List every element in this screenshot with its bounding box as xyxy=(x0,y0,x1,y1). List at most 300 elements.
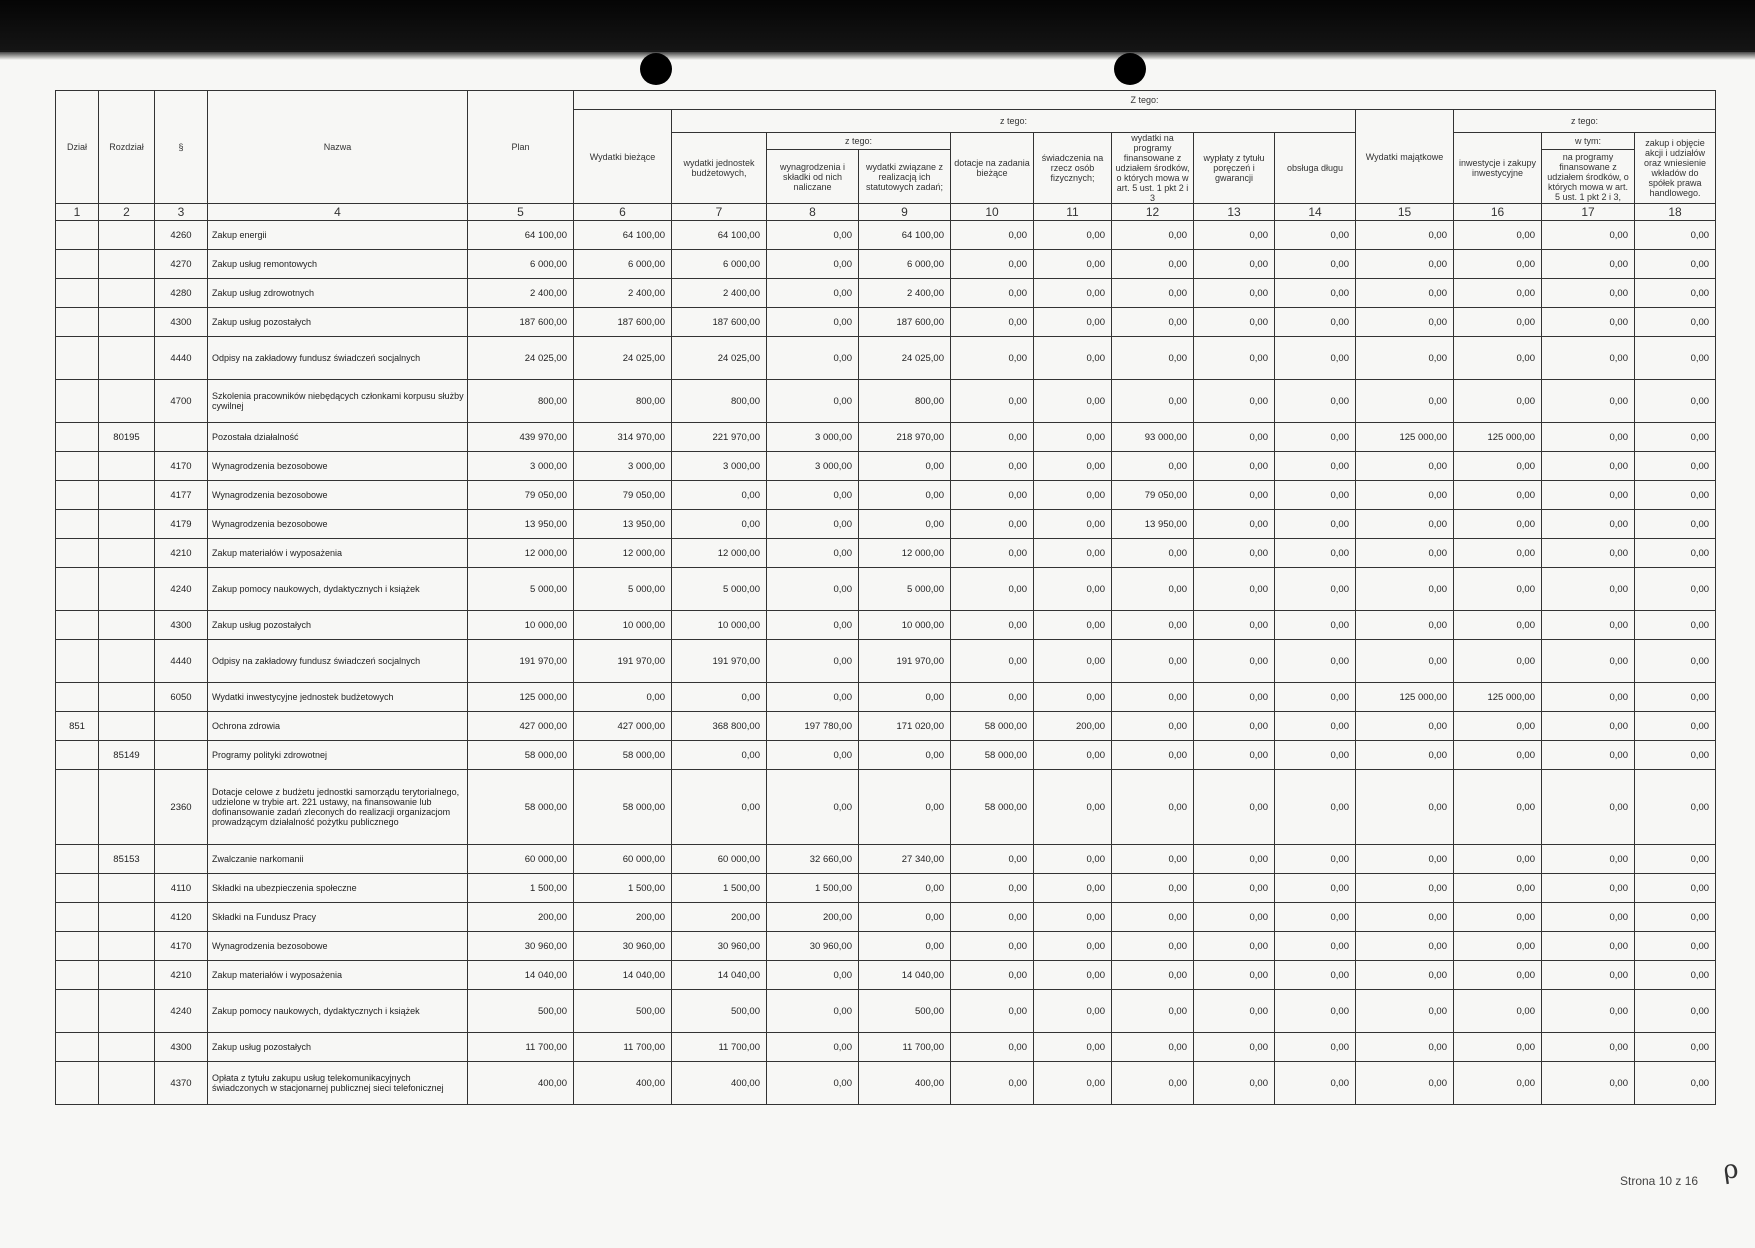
cell-value: 0,00 xyxy=(1275,874,1356,903)
cell-value: 0,00 xyxy=(1454,845,1542,874)
cell-value: 0,00 xyxy=(767,683,859,712)
cell-rozdzial xyxy=(99,337,155,380)
table-row xyxy=(56,611,1716,640)
cell-value: 0,00 xyxy=(1194,510,1275,539)
cell-value: 439 970,00 xyxy=(468,423,574,452)
cell-paragraf: 4270 xyxy=(155,250,208,279)
cell-value: 0,00 xyxy=(1635,1062,1716,1105)
cell-value: 0,00 xyxy=(1275,770,1356,845)
cell-value: 500,00 xyxy=(672,990,767,1033)
cell-nazwa: Pozostała działalność xyxy=(208,423,468,452)
cell-value: 0,00 xyxy=(1635,568,1716,611)
header-wydatki-programy: wydatki na programy finansowane z udziałem środków, o których mowa w art. 5 ust. 1 pkt 2 i 3 xyxy=(1112,133,1194,204)
cell-paragraf: 4210 xyxy=(155,539,208,568)
cell-value: 58 000,00 xyxy=(951,712,1034,741)
cell-value: 0,00 xyxy=(1454,539,1542,568)
scan-dark-top-edge xyxy=(0,0,1755,52)
cell-value: 0,00 xyxy=(767,1033,859,1062)
cell-value: 0,00 xyxy=(1542,640,1635,683)
cell-value: 0,00 xyxy=(1034,683,1112,712)
cell-nazwa: Odpisy na zakładowy fundusz świadczeń socjalnych xyxy=(208,337,468,380)
column-number: 2 xyxy=(99,204,155,221)
cell-value: 0,00 xyxy=(1542,423,1635,452)
cell-value: 0,00 xyxy=(1112,221,1194,250)
cell-value: 0,00 xyxy=(1275,712,1356,741)
cell-value: 5 000,00 xyxy=(468,568,574,611)
cell-value: 0,00 xyxy=(1635,423,1716,452)
cell-rozdzial xyxy=(99,308,155,337)
cell-value: 0,00 xyxy=(1635,510,1716,539)
cell-value: 0,00 xyxy=(859,770,951,845)
cell-value: 0,00 xyxy=(1194,903,1275,932)
column-number: 5 xyxy=(468,204,574,221)
cell-paragraf xyxy=(155,845,208,874)
column-number: 14 xyxy=(1275,204,1356,221)
cell-rozdzial xyxy=(99,1033,155,1062)
cell-paragraf: 2360 xyxy=(155,770,208,845)
cell-value: 0,00 xyxy=(1034,250,1112,279)
cell-value: 24 025,00 xyxy=(468,337,574,380)
cell-value: 0,00 xyxy=(1034,1033,1112,1062)
cell-rozdzial xyxy=(99,279,155,308)
header-w-tym: w tym: xyxy=(1542,133,1635,150)
cell-value: 500,00 xyxy=(574,990,672,1033)
cell-value: 0,00 xyxy=(951,481,1034,510)
cell-value: 0,00 xyxy=(672,770,767,845)
cell-rozdzial xyxy=(99,250,155,279)
cell-paragraf: 4300 xyxy=(155,611,208,640)
cell-nazwa: Zakup usług pozostałych xyxy=(208,308,468,337)
cell-paragraf: 4370 xyxy=(155,1062,208,1105)
cell-value: 0,00 xyxy=(1194,1062,1275,1105)
cell-value: 58 000,00 xyxy=(951,741,1034,770)
cell-rozdzial xyxy=(99,1062,155,1105)
cell-dzial xyxy=(56,250,99,279)
cell-value: 0,00 xyxy=(1454,308,1542,337)
header-na-programy: na programy finansowane z udziałem środków, o których mowa w art. 5 ust. 1 pkt 2 i 3, xyxy=(1542,150,1635,204)
cell-value: 0,00 xyxy=(1034,279,1112,308)
cell-value: 0,00 xyxy=(859,932,951,961)
column-number: 7 xyxy=(672,204,767,221)
cell-nazwa: Składki na Fundusz Pracy xyxy=(208,903,468,932)
cell-value: 24 025,00 xyxy=(672,337,767,380)
cell-value: 0,00 xyxy=(951,568,1034,611)
cell-rozdzial xyxy=(99,611,155,640)
table-row xyxy=(56,770,1716,845)
cell-value: 0,00 xyxy=(672,683,767,712)
cell-value: 2 400,00 xyxy=(468,279,574,308)
cell-nazwa: Zakup pomocy naukowych, dydaktycznych i książek xyxy=(208,990,468,1033)
cell-rozdzial xyxy=(99,683,155,712)
cell-value: 0,00 xyxy=(1275,221,1356,250)
cell-value: 1 500,00 xyxy=(468,874,574,903)
table-row xyxy=(56,741,1716,770)
cell-nazwa: Zwalczanie narkomanii xyxy=(208,845,468,874)
header-nazwa: Nazwa xyxy=(208,91,468,204)
cell-value: 79 050,00 xyxy=(468,481,574,510)
cell-value: 27 340,00 xyxy=(859,845,951,874)
cell-value: 0,00 xyxy=(767,250,859,279)
cell-dzial xyxy=(56,308,99,337)
cell-value: 200,00 xyxy=(468,903,574,932)
cell-nazwa: Wynagrodzenia bezosobowe xyxy=(208,932,468,961)
cell-value: 10 000,00 xyxy=(468,611,574,640)
cell-value: 64 100,00 xyxy=(468,221,574,250)
cell-value: 0,00 xyxy=(1356,308,1454,337)
cell-nazwa: Programy polityki zdrowotnej xyxy=(208,741,468,770)
cell-value: 0,00 xyxy=(1356,337,1454,380)
cell-value: 0,00 xyxy=(1635,741,1716,770)
cell-value: 0,00 xyxy=(1275,279,1356,308)
cell-nazwa: Szkolenia pracowników niebędących członkami korpusu służby cywilnej xyxy=(208,380,468,423)
cell-dzial xyxy=(56,741,99,770)
cell-value: 0,00 xyxy=(951,1033,1034,1062)
table-row xyxy=(56,932,1716,961)
cell-paragraf: 4280 xyxy=(155,279,208,308)
cell-value: 187 600,00 xyxy=(574,308,672,337)
cell-paragraf: 4120 xyxy=(155,903,208,932)
cell-rozdzial xyxy=(99,510,155,539)
cell-value: 0,00 xyxy=(1275,380,1356,423)
cell-value: 0,00 xyxy=(1112,1033,1194,1062)
table-row xyxy=(56,539,1716,568)
header-dotacje: dotacje na zadania bieżące xyxy=(951,133,1034,204)
cell-value: 0,00 xyxy=(767,481,859,510)
cell-dzial xyxy=(56,961,99,990)
cell-value: 0,00 xyxy=(1454,510,1542,539)
cell-value: 0,00 xyxy=(1635,250,1716,279)
header-wydatki-jednostek: wydatki jednostek budżetowych, xyxy=(672,133,767,204)
cell-rozdzial xyxy=(99,961,155,990)
table-row xyxy=(56,568,1716,611)
cell-value: 0,00 xyxy=(1542,221,1635,250)
cell-value: 0,00 xyxy=(1635,990,1716,1033)
cell-value: 0,00 xyxy=(1034,741,1112,770)
cell-value: 0,00 xyxy=(1542,874,1635,903)
table-row xyxy=(56,712,1716,741)
cell-value: 0,00 xyxy=(1275,423,1356,452)
cell-paragraf xyxy=(155,712,208,741)
cell-dzial xyxy=(56,423,99,452)
cell-dzial xyxy=(56,1062,99,1105)
cell-value: 79 050,00 xyxy=(1112,481,1194,510)
column-number: 1 xyxy=(56,204,99,221)
cell-value: 0,00 xyxy=(1356,903,1454,932)
cell-value: 500,00 xyxy=(468,990,574,1033)
cell-dzial xyxy=(56,279,99,308)
cell-value: 0,00 xyxy=(951,423,1034,452)
cell-value: 0,00 xyxy=(1034,481,1112,510)
cell-value: 14 040,00 xyxy=(468,961,574,990)
cell-value: 0,00 xyxy=(1356,539,1454,568)
column-number: 8 xyxy=(767,204,859,221)
cell-rozdzial xyxy=(99,640,155,683)
cell-value: 0,00 xyxy=(1542,279,1635,308)
cell-value: 0,00 xyxy=(1542,932,1635,961)
cell-value: 0,00 xyxy=(951,903,1034,932)
cell-rozdzial xyxy=(99,932,155,961)
cell-value: 187 600,00 xyxy=(859,308,951,337)
cell-value: 30 960,00 xyxy=(767,932,859,961)
cell-rozdzial xyxy=(99,539,155,568)
cell-value: 0,00 xyxy=(1112,380,1194,423)
cell-value: 0,00 xyxy=(1356,221,1454,250)
column-number: 4 xyxy=(208,204,468,221)
cell-value: 3 000,00 xyxy=(767,452,859,481)
cell-nazwa: Zakup pomocy naukowych, dydaktycznych i książek xyxy=(208,568,468,611)
cell-value: 11 700,00 xyxy=(672,1033,767,1062)
cell-value: 0,00 xyxy=(1542,961,1635,990)
cell-value: 0,00 xyxy=(1112,640,1194,683)
cell-value: 0,00 xyxy=(1542,611,1635,640)
cell-value: 12 000,00 xyxy=(468,539,574,568)
cell-dzial: 851 xyxy=(56,712,99,741)
cell-value: 0,00 xyxy=(1112,279,1194,308)
cell-value: 24 025,00 xyxy=(859,337,951,380)
table-row xyxy=(56,279,1716,308)
header-paragraf: § xyxy=(155,91,208,204)
handwritten-initial-mark: ρ xyxy=(1720,1154,1741,1186)
cell-dzial xyxy=(56,903,99,932)
cell-value: 0,00 xyxy=(1454,874,1542,903)
cell-value: 0,00 xyxy=(1034,990,1112,1033)
cell-value: 0,00 xyxy=(1194,279,1275,308)
cell-value: 0,00 xyxy=(1112,874,1194,903)
cell-value: 0,00 xyxy=(1542,712,1635,741)
table-row xyxy=(56,510,1716,539)
cell-nazwa: Zakup materiałów i wyposażenia xyxy=(208,539,468,568)
cell-value: 0,00 xyxy=(1454,611,1542,640)
cell-paragraf: 4170 xyxy=(155,452,208,481)
cell-value: 0,00 xyxy=(767,380,859,423)
cell-value: 0,00 xyxy=(1454,741,1542,770)
cell-value: 0,00 xyxy=(951,337,1034,380)
cell-value: 0,00 xyxy=(767,961,859,990)
cell-value: 125 000,00 xyxy=(468,683,574,712)
cell-value: 0,00 xyxy=(1356,250,1454,279)
table-row xyxy=(56,452,1716,481)
header-z-tego-biezace: z tego: xyxy=(672,110,1356,133)
cell-value: 427 000,00 xyxy=(468,712,574,741)
cell-paragraf: 4440 xyxy=(155,337,208,380)
cell-value: 0,00 xyxy=(1112,990,1194,1033)
cell-value: 30 960,00 xyxy=(672,932,767,961)
cell-value: 125 000,00 xyxy=(1454,423,1542,452)
cell-dzial xyxy=(56,337,99,380)
cell-nazwa: Zakup materiałów i wyposażenia xyxy=(208,961,468,990)
table-row xyxy=(56,640,1716,683)
cell-value: 14 040,00 xyxy=(574,961,672,990)
cell-value: 0,00 xyxy=(1542,903,1635,932)
cell-value: 0,00 xyxy=(1194,481,1275,510)
cell-value: 0,00 xyxy=(1194,1033,1275,1062)
cell-value: 0,00 xyxy=(859,452,951,481)
cell-value: 0,00 xyxy=(767,337,859,380)
cell-value: 0,00 xyxy=(1034,1062,1112,1105)
cell-value: 0,00 xyxy=(1275,640,1356,683)
cell-value: 0,00 xyxy=(951,539,1034,568)
cell-value: 0,00 xyxy=(1542,683,1635,712)
budget-table-container xyxy=(55,90,1715,1105)
cell-value: 0,00 xyxy=(767,279,859,308)
header-z-tego-main: Z tego: xyxy=(574,91,1716,110)
cell-value: 0,00 xyxy=(1356,640,1454,683)
budget-expenditure-table xyxy=(55,90,1716,1105)
column-number: 6 xyxy=(574,204,672,221)
header-wydatki-majatkowe: Wydatki majątkowe xyxy=(1356,110,1454,204)
table-row xyxy=(56,308,1716,337)
cell-value: 0,00 xyxy=(1542,770,1635,845)
table-row xyxy=(56,380,1716,423)
cell-value: 0,00 xyxy=(1034,770,1112,845)
cell-value: 0,00 xyxy=(1454,961,1542,990)
cell-value: 0,00 xyxy=(1112,770,1194,845)
column-number: 12 xyxy=(1112,204,1194,221)
cell-value: 58 000,00 xyxy=(574,741,672,770)
cell-value: 0,00 xyxy=(1275,250,1356,279)
cell-nazwa: Zakup usług pozostałych xyxy=(208,611,468,640)
cell-dzial xyxy=(56,770,99,845)
cell-value: 0,00 xyxy=(1112,611,1194,640)
cell-paragraf: 4260 xyxy=(155,221,208,250)
cell-value: 0,00 xyxy=(1275,1062,1356,1105)
cell-value: 0,00 xyxy=(1635,961,1716,990)
header-inwestycje: inwestycje i zakupy inwestycyjne xyxy=(1454,133,1542,204)
cell-value: 0,00 xyxy=(1542,250,1635,279)
cell-value: 13 950,00 xyxy=(574,510,672,539)
cell-value: 0,00 xyxy=(1034,903,1112,932)
cell-value: 0,00 xyxy=(951,452,1034,481)
cell-value: 0,00 xyxy=(951,221,1034,250)
cell-value: 0,00 xyxy=(1194,770,1275,845)
cell-value: 0,00 xyxy=(1112,452,1194,481)
cell-value: 0,00 xyxy=(767,568,859,611)
cell-value: 0,00 xyxy=(1542,539,1635,568)
cell-value: 125 000,00 xyxy=(1454,683,1542,712)
cell-value: 0,00 xyxy=(859,903,951,932)
cell-value: 0,00 xyxy=(951,961,1034,990)
cell-dzial xyxy=(56,481,99,510)
cell-value: 0,00 xyxy=(1275,510,1356,539)
cell-value: 0,00 xyxy=(1356,961,1454,990)
budget-table-body xyxy=(56,221,1716,1105)
cell-value: 0,00 xyxy=(951,640,1034,683)
cell-value: 0,00 xyxy=(1635,452,1716,481)
cell-value: 0,00 xyxy=(951,279,1034,308)
cell-value: 10 000,00 xyxy=(672,611,767,640)
cell-value: 0,00 xyxy=(1454,770,1542,845)
cell-value: 13 950,00 xyxy=(1112,510,1194,539)
table-row xyxy=(56,1033,1716,1062)
cell-value: 1 500,00 xyxy=(767,874,859,903)
cell-value: 800,00 xyxy=(574,380,672,423)
cell-paragraf: 4300 xyxy=(155,1033,208,1062)
cell-value: 0,00 xyxy=(1356,874,1454,903)
column-number: 11 xyxy=(1034,204,1112,221)
cell-value: 0,00 xyxy=(1112,932,1194,961)
cell-value: 0,00 xyxy=(1635,845,1716,874)
cell-value: 197 780,00 xyxy=(767,712,859,741)
cell-value: 0,00 xyxy=(1194,640,1275,683)
cell-rozdzial xyxy=(99,874,155,903)
column-number: 10 xyxy=(951,204,1034,221)
header-swiadczenia: świadczenia na rzecz osób fizycznych; xyxy=(1034,133,1112,204)
header-z-tego-jednostek: z tego: xyxy=(767,133,951,150)
cell-value: 0,00 xyxy=(1635,611,1716,640)
cell-value: 6 000,00 xyxy=(574,250,672,279)
cell-value: 0,00 xyxy=(1194,712,1275,741)
cell-value: 0,00 xyxy=(1454,250,1542,279)
column-number: 15 xyxy=(1356,204,1454,221)
cell-value: 5 000,00 xyxy=(859,568,951,611)
cell-value: 0,00 xyxy=(1275,990,1356,1033)
cell-value: 2 400,00 xyxy=(574,279,672,308)
cell-value: 0,00 xyxy=(767,770,859,845)
cell-value: 24 025,00 xyxy=(574,337,672,380)
cell-value: 400,00 xyxy=(672,1062,767,1105)
cell-value: 0,00 xyxy=(1194,221,1275,250)
cell-value: 0,00 xyxy=(1194,250,1275,279)
cell-value: 221 970,00 xyxy=(672,423,767,452)
cell-value: 0,00 xyxy=(1542,990,1635,1033)
table-row xyxy=(56,481,1716,510)
cell-value: 0,00 xyxy=(1454,481,1542,510)
table-row xyxy=(56,903,1716,932)
cell-nazwa: Wynagrodzenia bezosobowe xyxy=(208,481,468,510)
cell-value: 79 050,00 xyxy=(574,481,672,510)
cell-value: 0,00 xyxy=(951,510,1034,539)
cell-dzial xyxy=(56,932,99,961)
cell-value: 0,00 xyxy=(1034,932,1112,961)
cell-value: 0,00 xyxy=(1275,932,1356,961)
cell-value: 187 600,00 xyxy=(672,308,767,337)
cell-value: 0,00 xyxy=(1112,903,1194,932)
cell-value: 0,00 xyxy=(951,990,1034,1033)
cell-value: 0,00 xyxy=(1034,845,1112,874)
cell-value: 32 660,00 xyxy=(767,845,859,874)
table-row xyxy=(56,845,1716,874)
cell-value: 0,00 xyxy=(1635,903,1716,932)
cell-dzial xyxy=(56,990,99,1033)
cell-value: 60 000,00 xyxy=(468,845,574,874)
cell-value: 0,00 xyxy=(672,741,767,770)
cell-value: 30 960,00 xyxy=(468,932,574,961)
cell-value: 0,00 xyxy=(1194,337,1275,380)
cell-value: 0,00 xyxy=(1635,932,1716,961)
cell-rozdzial xyxy=(99,452,155,481)
cell-value: 0,00 xyxy=(1034,640,1112,683)
cell-value: 3 000,00 xyxy=(574,452,672,481)
cell-nazwa: Wynagrodzenia bezosobowe xyxy=(208,510,468,539)
cell-value: 64 100,00 xyxy=(859,221,951,250)
cell-paragraf: 4240 xyxy=(155,568,208,611)
cell-value: 0,00 xyxy=(1112,961,1194,990)
cell-value: 6 000,00 xyxy=(672,250,767,279)
cell-value: 12 000,00 xyxy=(672,539,767,568)
cell-rozdzial: 80195 xyxy=(99,423,155,452)
cell-value: 0,00 xyxy=(1542,308,1635,337)
cell-value: 0,00 xyxy=(1275,611,1356,640)
cell-value: 0,00 xyxy=(1356,481,1454,510)
cell-value: 0,00 xyxy=(1112,308,1194,337)
header-wynagrodzenia: wynagrodzenia i składki od nich naliczane xyxy=(767,150,859,204)
cell-value: 0,00 xyxy=(951,845,1034,874)
table-row xyxy=(56,1062,1716,1105)
cell-value: 0,00 xyxy=(1542,452,1635,481)
cell-value: 0,00 xyxy=(1542,481,1635,510)
table-row xyxy=(56,961,1716,990)
cell-value: 0,00 xyxy=(1635,337,1716,380)
